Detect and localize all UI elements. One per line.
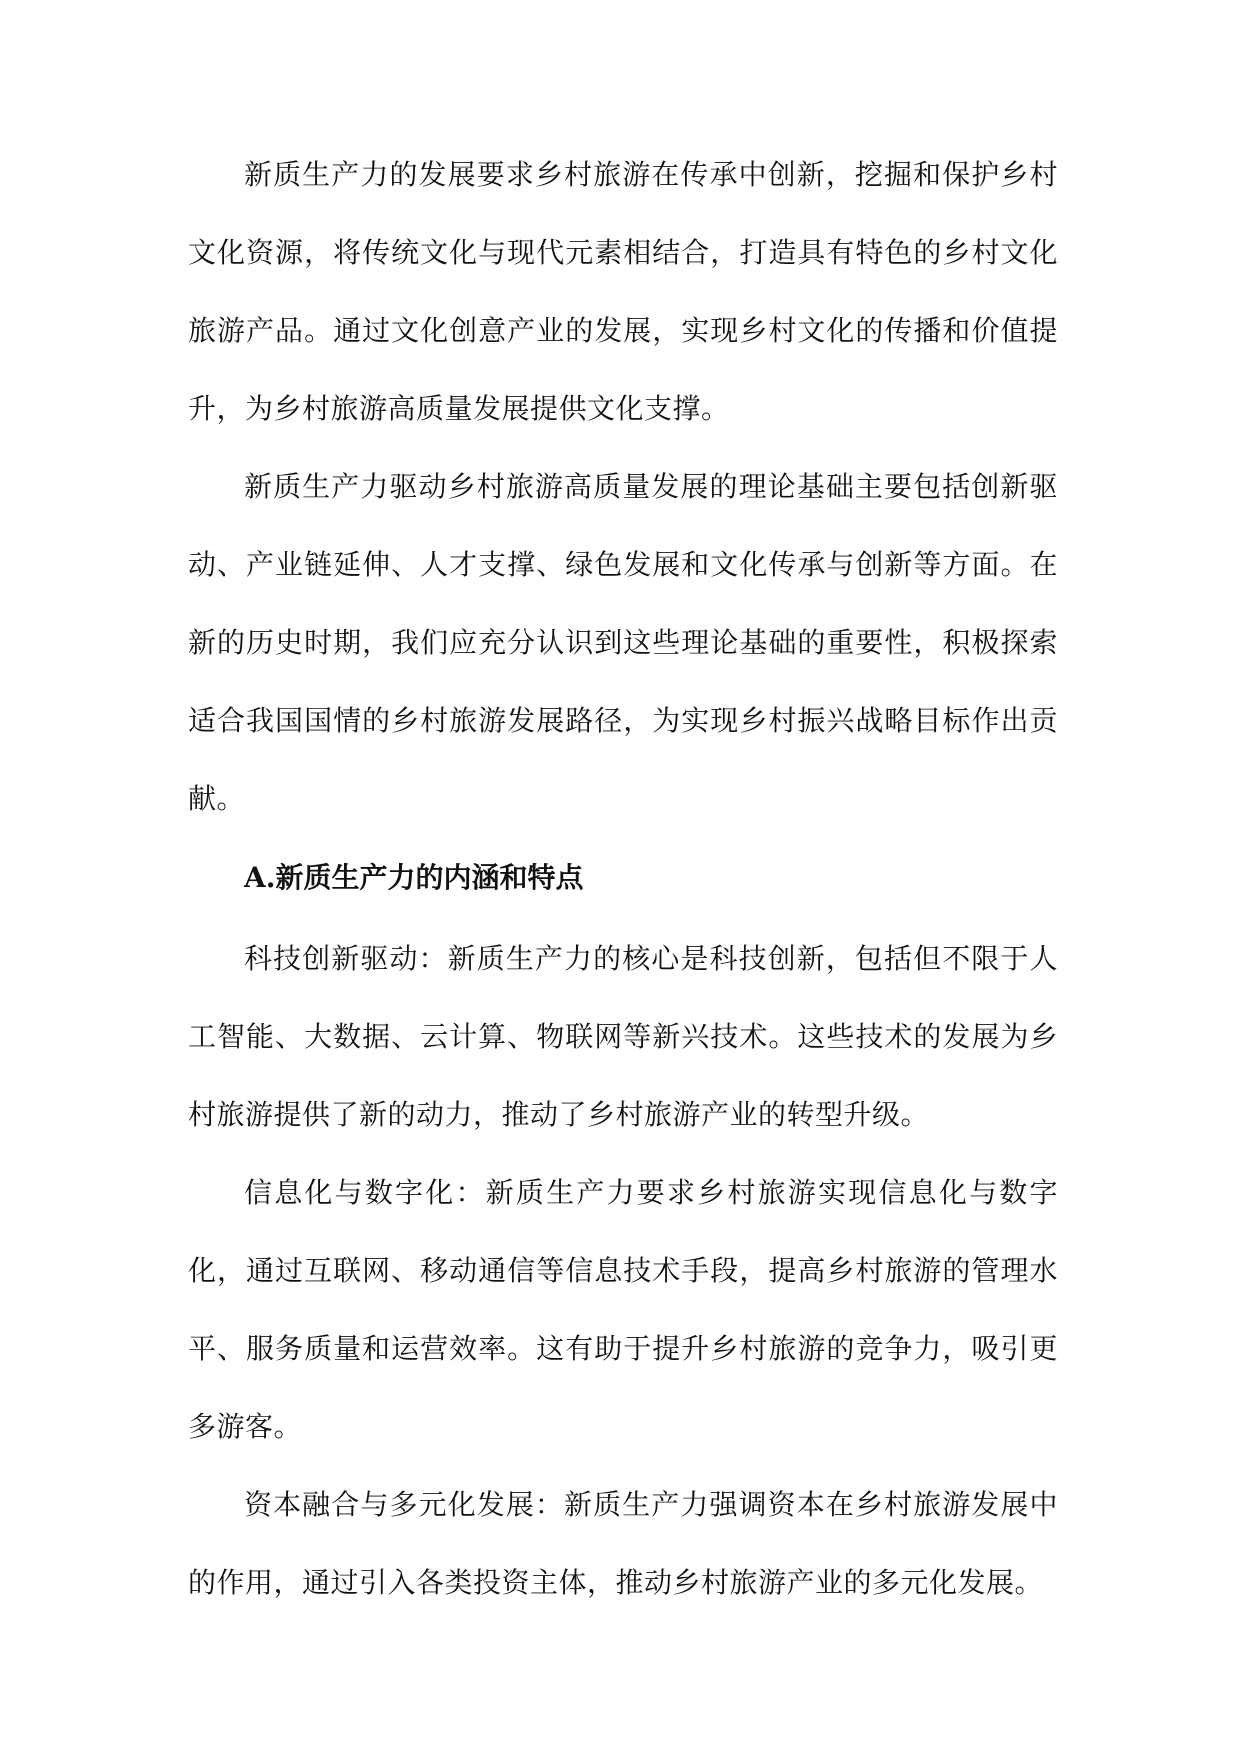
paragraph-tech-innovation: 科技创新驱动：新质生产力的核心是科技创新，包括但不限于人工智能、大数据、云计算、物联网等新兴技术。这些技术的发展为乡村旅游提供了新的动力，推动了乡村旅游产业的转型升级。 — [188, 942, 1058, 1131]
paragraph-theoretical-basis: 新质生产力驱动乡村旅游高质量发展的理论基础主要包括创新驱动、产业链延伸、人才支撑、绿色发展和文化传承与创新等方面。在新的历史时期，我们应充分认识到这些理论基础的重要性，积极探索适合我国国情的乡村旅游发展路径，为实现乡村振兴战略目标作出贡献。 — [188, 470, 1058, 815]
paragraph-cultural-innovation: 新质生产力的发展要求乡村旅游在传承中创新，挖掘和保护乡村文化资源，将传统文化与现代元素相结合，打造具有特色的乡村文化旅游产品。通过文化创意产业的发展，实现乡村文化的传播和价值提升，为乡村旅游高质量发展提供文化支撑。 — [188, 158, 1058, 425]
paragraph-digitalization: 信息化与数字化：新质生产力要求乡村旅游实现信息化与数字化，通过互联网、移动通信等信息技术手段，提高乡村旅游的管理水平、服务质量和运营效率。这有助于提升乡村旅游的竞争力，吸引更多游客。 — [188, 1176, 1058, 1443]
paragraph-capital-integration: 资本融合与多元化发展：新质生产力强调资本在乡村旅游发展中的作用，通过引入各类投资主体，推动乡村旅游产业的多元化发展。 — [188, 1488, 1058, 1599]
section-heading: A.新质生产力的内涵和特点 — [244, 861, 584, 894]
